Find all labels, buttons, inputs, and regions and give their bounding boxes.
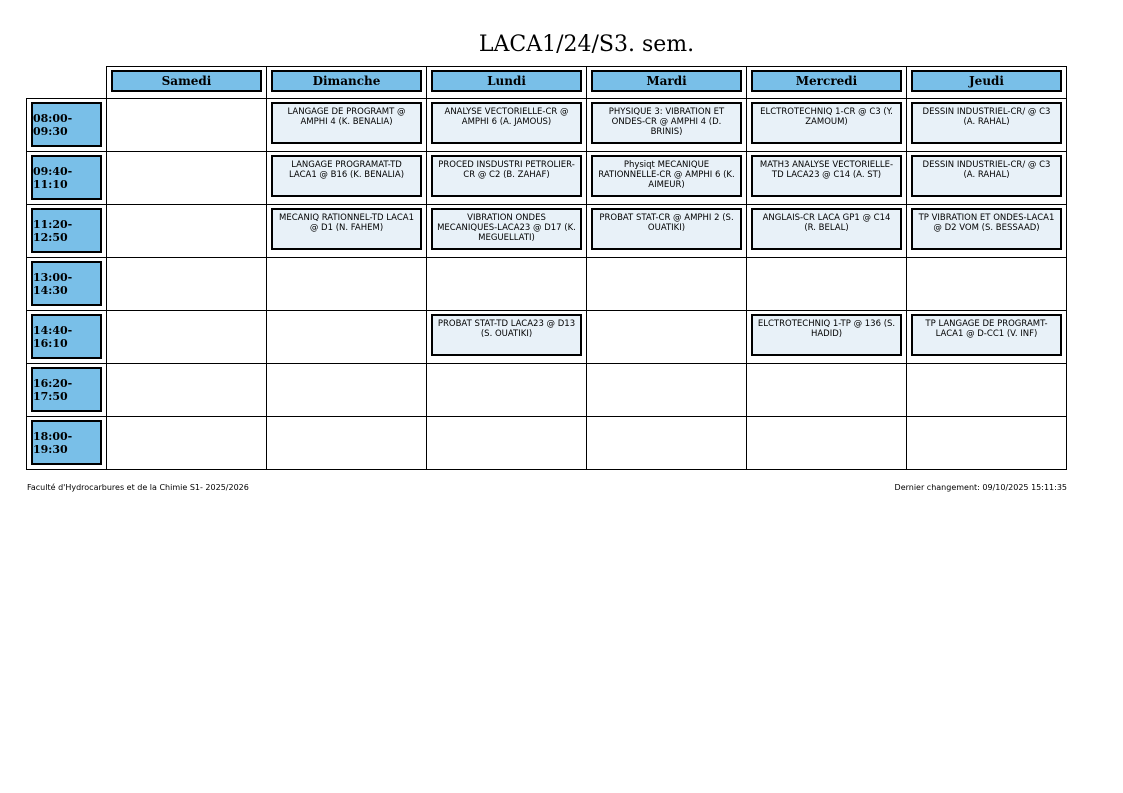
schedule-cell xyxy=(427,99,587,152)
day-header-cell xyxy=(267,67,427,99)
time-cell xyxy=(27,417,107,470)
course-block[interactable]: PROBAT STAT-CR @ AMPHI 2 (S. OUATIKI) xyxy=(591,208,742,250)
schedule-cell xyxy=(267,258,427,311)
schedule-cell xyxy=(907,258,1067,311)
schedule-cell xyxy=(747,364,907,417)
schedule-cell xyxy=(107,99,267,152)
schedule-cell xyxy=(267,364,427,417)
course-block[interactable]: ELCTROTECHNIQ 1-CR @ C3 (Y. ZAMOUM) xyxy=(751,102,902,144)
schedule-cell xyxy=(107,311,267,364)
course-block[interactable]: LANGAGE PROGRAMAT-TD LACA1 @ B16 (K. BENALIA) xyxy=(271,155,422,197)
time-cell xyxy=(27,99,107,152)
page-title: LACA1/24/S3. sem. xyxy=(478,32,695,57)
schedule-cell xyxy=(907,417,1067,470)
day-header-cell xyxy=(107,67,267,99)
schedule-cell xyxy=(587,99,747,152)
course-block[interactable]: ANGLAIS-CR LACA GP1 @ C14 (R. BELAL) xyxy=(751,208,902,250)
course-block[interactable]: PROCED INSDUSTRI PETROLIER-CR @ C2 (B. ZAHAF) xyxy=(431,155,582,197)
schedule-cell xyxy=(267,417,427,470)
day-header-cell xyxy=(427,67,587,99)
time-cell xyxy=(27,258,107,311)
time-slot-label: 13:00-14:30 xyxy=(31,261,102,306)
schedule-cell xyxy=(107,205,267,258)
day-header: Samedi xyxy=(111,70,262,92)
course-block[interactable]: ANALYSE VECTORIELLE-CR @ AMPHI 6 (A. JAMOUS) xyxy=(431,102,582,144)
time-slot-row xyxy=(27,205,1067,258)
course-block[interactable]: LANGAGE DE PROGRAMT @ AMPHI 4 (K. BENALIA) xyxy=(271,102,422,144)
time-slot-label: 08:00-09:30 xyxy=(31,102,102,147)
time-slot-label: 16:20-17:50 xyxy=(31,367,102,412)
footer-faculty: Faculté d'Hydrocarbures et de la Chimie S1- 2025/2026 xyxy=(27,483,249,492)
schedule-cell xyxy=(587,364,747,417)
header-row xyxy=(27,67,1067,99)
schedule-cell xyxy=(107,152,267,205)
schedule-cell xyxy=(587,258,747,311)
time-slot-row xyxy=(27,364,1067,417)
schedule-cell xyxy=(267,205,427,258)
schedule-cell xyxy=(747,311,907,364)
time-slot-row xyxy=(27,99,1067,152)
day-header: Jeudi xyxy=(911,70,1062,92)
schedule-cell xyxy=(427,152,587,205)
time-slot-label: 14:40-16:10 xyxy=(31,314,102,359)
schedule-cell xyxy=(907,99,1067,152)
course-block[interactable]: Physiqt MECANIQUE RATIONNELLE-CR @ AMPHI 6 (K. AIMEUR) xyxy=(591,155,742,197)
schedule-cell xyxy=(107,364,267,417)
time-slot-label: 09:40-11:10 xyxy=(31,155,102,200)
schedule-cell xyxy=(587,152,747,205)
schedule-cell xyxy=(107,258,267,311)
schedule-cell xyxy=(427,258,587,311)
course-block[interactable]: VIBRATION ONDES MECANIQUES-LACA23 @ D17 (K. MEGUELLATI) xyxy=(431,208,582,250)
time-cell xyxy=(27,205,107,258)
schedule-cell xyxy=(747,258,907,311)
course-block[interactable]: PROBAT STAT-TD LACA23 @ D13 (S. OUATIKI) xyxy=(431,314,582,356)
schedule-cell xyxy=(427,311,587,364)
course-block[interactable]: MECANIQ RATIONNEL-TD LACA1 @ D1 (N. FAHEM) xyxy=(271,208,422,250)
footer-last-change: Dernier changement: 09/10/2025 15:11:35 xyxy=(894,483,1067,492)
day-header-cell xyxy=(747,67,907,99)
schedule-cell xyxy=(427,364,587,417)
schedule-cell xyxy=(267,152,427,205)
day-header: Mercredi xyxy=(751,70,902,92)
schedule-cell xyxy=(587,205,747,258)
time-slot-label: 11:20-12:50 xyxy=(31,208,102,253)
time-slot-row xyxy=(27,258,1067,311)
day-header-cell xyxy=(587,67,747,99)
day-header-cell xyxy=(907,67,1067,99)
course-block[interactable]: MATH3 ANALYSE VECTORIELLE-TD LACA23 @ C14 (A. ST) xyxy=(751,155,902,197)
schedule-cell xyxy=(747,417,907,470)
schedule-cell xyxy=(747,152,907,205)
time-slot-row xyxy=(27,417,1067,470)
schedule-cell xyxy=(587,311,747,364)
schedule-cell xyxy=(587,417,747,470)
course-block[interactable]: TP VIBRATION ET ONDES-LACA1 @ D2 VOM (S. BESSAAD) xyxy=(911,208,1062,250)
schedule-cell xyxy=(907,205,1067,258)
time-slot-row xyxy=(27,311,1067,364)
schedule-cell xyxy=(107,417,267,470)
schedule-cell xyxy=(907,152,1067,205)
schedule-cell xyxy=(267,311,427,364)
schedule-cell xyxy=(427,205,587,258)
course-block[interactable]: PHYSIQUE 3: VIBRATION ET ONDES-CR @ AMPHI 4 (D. BRINIS) xyxy=(591,102,742,144)
day-header: Dimanche xyxy=(271,70,422,92)
course-block[interactable]: ELCTROTECHNIQ 1-TP @ 136 (S. HADID) xyxy=(751,314,902,356)
day-header: Mardi xyxy=(591,70,742,92)
day-header: Lundi xyxy=(431,70,582,92)
course-block[interactable]: DESSIN INDUSTRIEL-CR/ @ C3 (A. RAHAL) xyxy=(911,102,1062,144)
schedule-cell xyxy=(747,99,907,152)
corner-cell xyxy=(27,67,107,99)
schedule-cell xyxy=(747,205,907,258)
course-block[interactable]: TP LANGAGE DE PROGRAMT-LACA1 @ D-CC1 (V. INF) xyxy=(911,314,1062,356)
time-slot-label: 18:00-19:30 xyxy=(31,420,102,465)
course-block[interactable]: DESSIN INDUSTRIEL-CR/ @ C3 (A. RAHAL) xyxy=(911,155,1062,197)
schedule-cell xyxy=(427,417,587,470)
schedule-cell xyxy=(267,99,427,152)
time-cell xyxy=(27,364,107,417)
schedule-cell xyxy=(907,311,1067,364)
time-cell xyxy=(27,311,107,364)
timetable xyxy=(26,66,1067,470)
time-cell xyxy=(27,152,107,205)
time-slot-row xyxy=(27,152,1067,205)
schedule-cell xyxy=(907,364,1067,417)
